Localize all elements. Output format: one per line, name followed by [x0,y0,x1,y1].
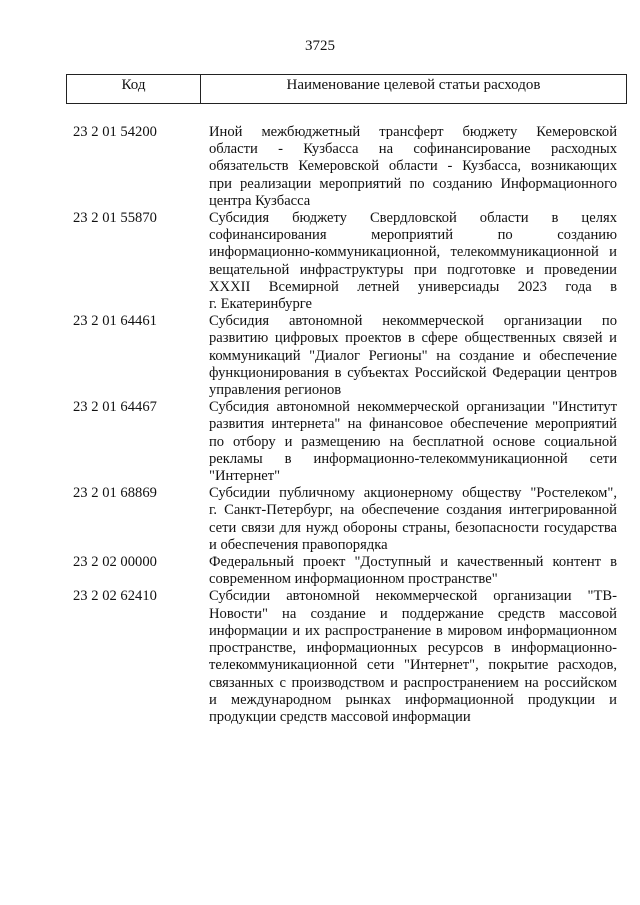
row-description [209,485,617,554]
description-line: и обеспечения правопорядка [209,536,388,553]
description-line: сети связи для нужд обороны страны, безопасности государства [209,519,617,536]
description-line: развитию цифровых проектов в сфере общественных связей и [209,330,617,347]
description-line: связанных с производством и распространением на российском [209,674,617,691]
description-line: XXXII Всемирной летней универсиады 2023 года в [209,278,617,295]
table-row [73,554,617,588]
header-code: Код [67,75,201,103]
description-line: при реализации мероприятий по созданию Информационного [209,175,617,192]
row-description [209,399,617,485]
description-line: Субсидия автономной некоммерческой организации по [209,313,617,330]
description-line: по отбору и размещению на бесплатной основе социальной [209,433,617,450]
table-row [73,399,617,485]
description-line: обязательств Кемеровской области - Кузбасса, возникающих [209,158,617,175]
description-line: пространстве, информационных ресурсов в информационно- [209,640,617,657]
description-line: Иной межбюджетный трансферт бюджету Кемеровской [209,124,617,140]
description-line: Субсидии публичному акционерному обществу "Ростелеком", [209,485,617,502]
table-row [73,124,617,210]
description-line: телекоммуникационной сети "Интернет", покрытие расходов, [209,657,617,674]
description-line: функционирования в субъектах Российской Федерации центров [209,364,617,381]
row-code: 23 2 01 64467 [73,399,157,416]
description-line: управления регионов [209,382,342,399]
description-line: рекламы в информационно-телекоммуникационной сети [209,450,617,467]
description-line: информации и их распространение в мировом информационном [209,622,617,639]
description-line: области - Кузбасса на софинансирование расходных [209,141,617,158]
description-line: г. Екатеринбурге [209,296,313,313]
row-description [209,554,617,588]
description-line: продукции средств массовой информации [209,708,471,725]
table-row [73,485,617,554]
description-line: г. Санкт-Петербург, на обеспечение создания интегрированной [209,502,617,519]
description-line: Новости" на создание и поддержание средств массовой [209,605,617,622]
description-line: Субсидия бюджету Свердловской области в целях [209,210,617,227]
row-description [209,313,617,399]
table-row [73,588,617,726]
row-code: 23 2 01 64461 [73,313,157,330]
row-code: 23 2 01 54200 [73,124,157,140]
header-name: Наименование целевой статьи расходов [286,77,541,93]
table-header [66,74,627,104]
description-line: современном информационном пространстве" [209,571,498,588]
table-row [73,313,617,399]
description-line: Федеральный проект "Доступный и качественный контент в [209,554,617,571]
row-description [209,210,617,313]
row-code: 23 2 01 68869 [73,485,157,502]
description-line: информационно-коммуникационной, телекоммуникационной и [209,244,617,261]
description-line: коммуникаций "Диалог Регионы" на создание и обеспечение [209,347,617,364]
table-row [73,210,617,313]
description-line: Субсидии автономной некоммерческой организации "ТВ- [209,588,617,605]
description-line: софинансирования мероприятий по созданию [209,227,617,244]
description-line: Субсидия автономной некоммерческой организации "Институт [209,399,617,416]
row-code: 23 2 02 62410 [73,588,157,605]
row-description [209,588,617,726]
description-line: развития интернета" на финансовое обеспечение мероприятий [209,416,617,433]
description-line: "Интернет" [209,468,281,485]
description-line: вещательной инфраструктуры при подготовке и проведении [209,261,617,278]
row-description [209,124,617,210]
row-code: 23 2 02 00000 [73,554,157,571]
table-body [73,124,617,726]
page-number: 3725 [305,38,335,54]
description-line: центра Кузбасса [209,192,311,209]
row-code: 23 2 01 55870 [73,210,157,227]
description-line: и международном рынках информационной продукции и [209,691,617,708]
